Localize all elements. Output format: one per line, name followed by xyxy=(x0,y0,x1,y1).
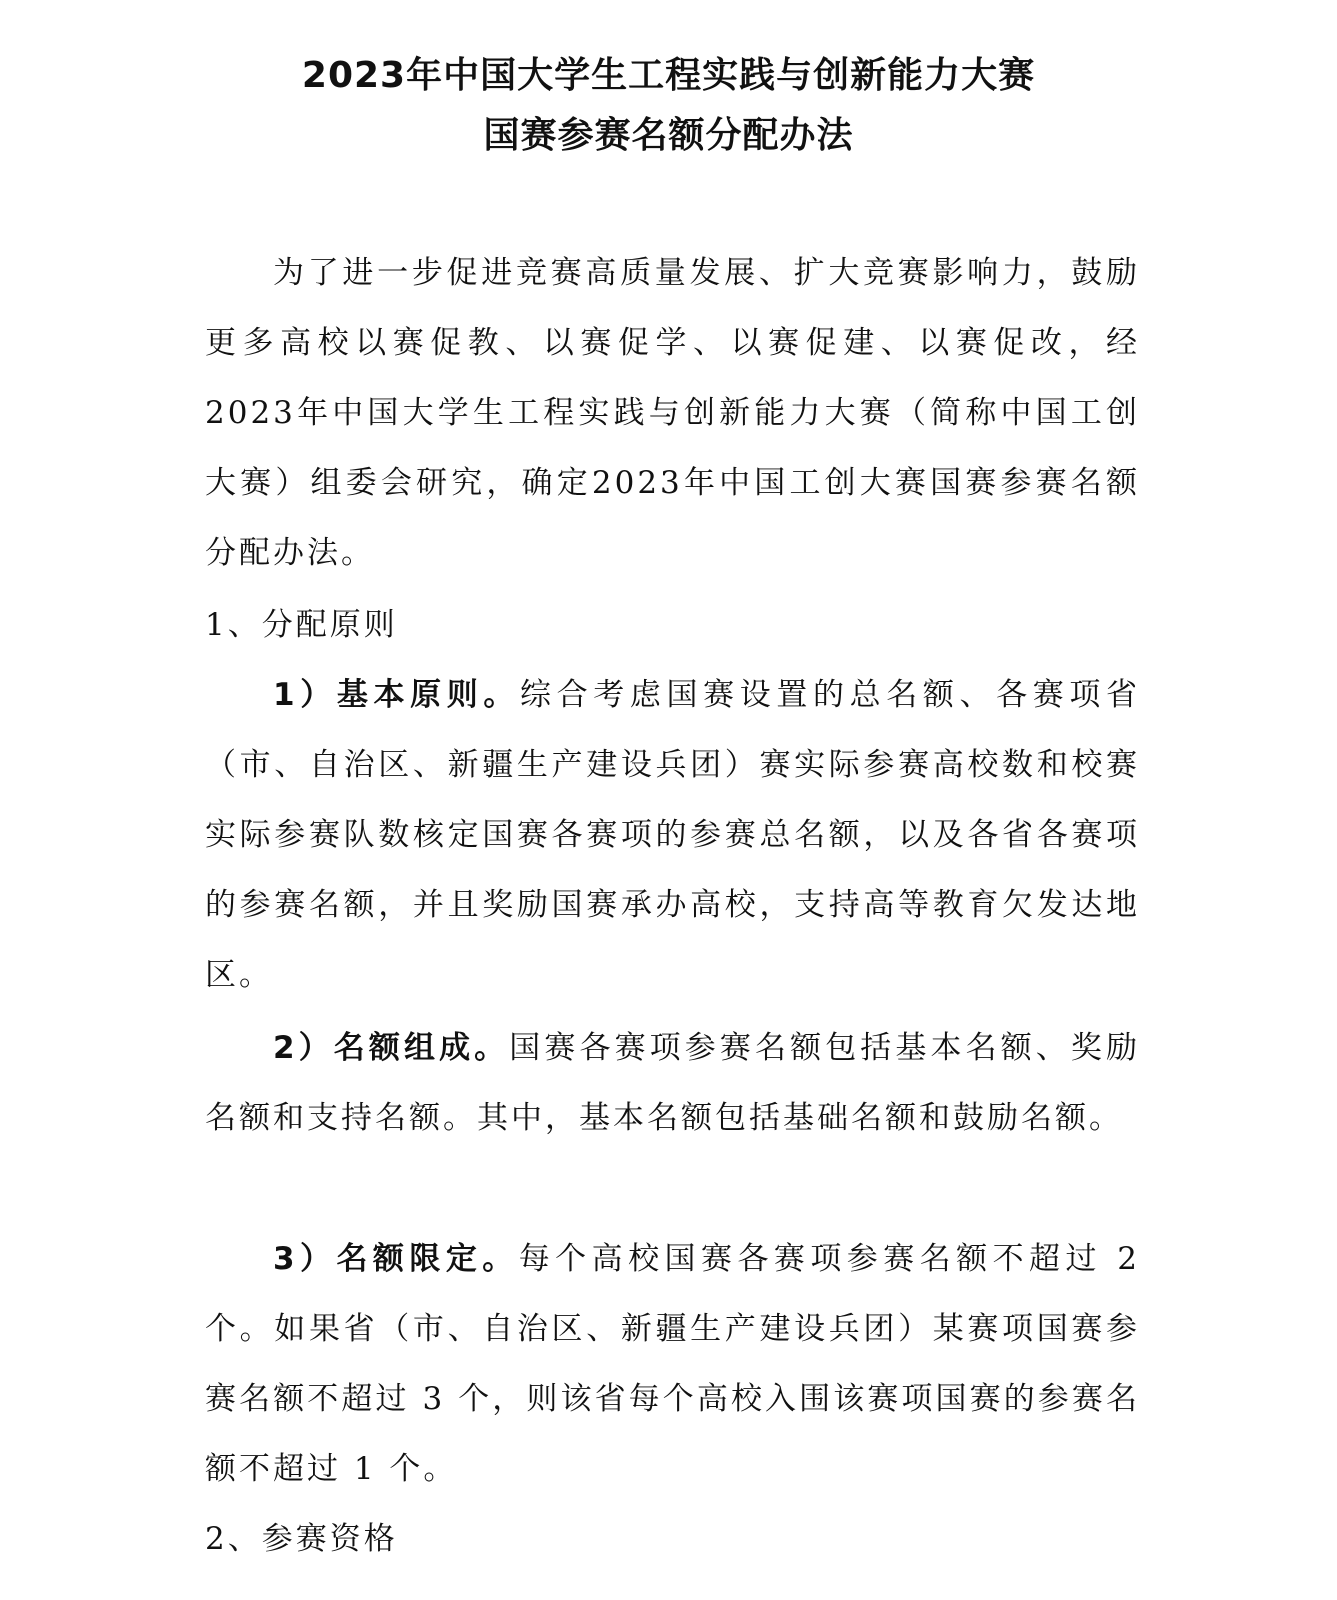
section-1-item-3 xyxy=(205,1224,1140,1504)
document-title-line-1: 2023年中国大学生工程实践与创新能力大赛 xyxy=(301,55,1036,96)
item-2-label: 2）名额组成。 xyxy=(273,1030,510,1066)
item-3-label: 3）名额限定。 xyxy=(273,1241,519,1277)
intro-paragraph: 为了进一步促进竞赛高质量发展、扩大竞赛影响力，鼓励更多高校以赛促教、以赛促学、以赛促建、以赛促改，经2023年中国大学生工程实践与创新能力大赛（简称中国工创大赛）组委会研究，确定2023年中国工创大赛国赛参赛名额分配办法。 xyxy=(205,255,1140,571)
item-1-text: 综合考虑国赛设置的总名额、各赛项省（市、自治区、新疆生产建设兵团）赛实际参赛高校数和校赛实际参赛队数核定国赛各赛项的参赛总名额，以及各省各赛项的参赛名额，并且奖励国赛承办高校，支持高等教育欠发达地区。 xyxy=(205,677,1140,993)
section-1-heading: 1、分配原则 xyxy=(205,607,398,643)
item-3-text: 每个高校国赛各赛项参赛名额不超过 2 个。如果省（市、自治区、新疆生产建设兵团）某赛项国赛参赛名额不超过 3 个，则该省每个高校入围该赛项国赛的参赛名额不超过 1 个。 xyxy=(205,1241,1140,1487)
document-title-line-2: 国赛参赛名额分配办法 xyxy=(483,115,854,156)
section-2-heading: 2、参赛资格 xyxy=(205,1521,398,1557)
item-2-text: 国赛各赛项参赛名额包括基本名额、奖励名额和支持名额。其中，基本名额包括基础名额和鼓励名额。 xyxy=(205,1030,1140,1136)
section-1-item-1 xyxy=(205,660,1140,1010)
section-1-item-2 xyxy=(205,1013,1140,1153)
item-1-label: 1）基本原则。 xyxy=(273,677,520,713)
